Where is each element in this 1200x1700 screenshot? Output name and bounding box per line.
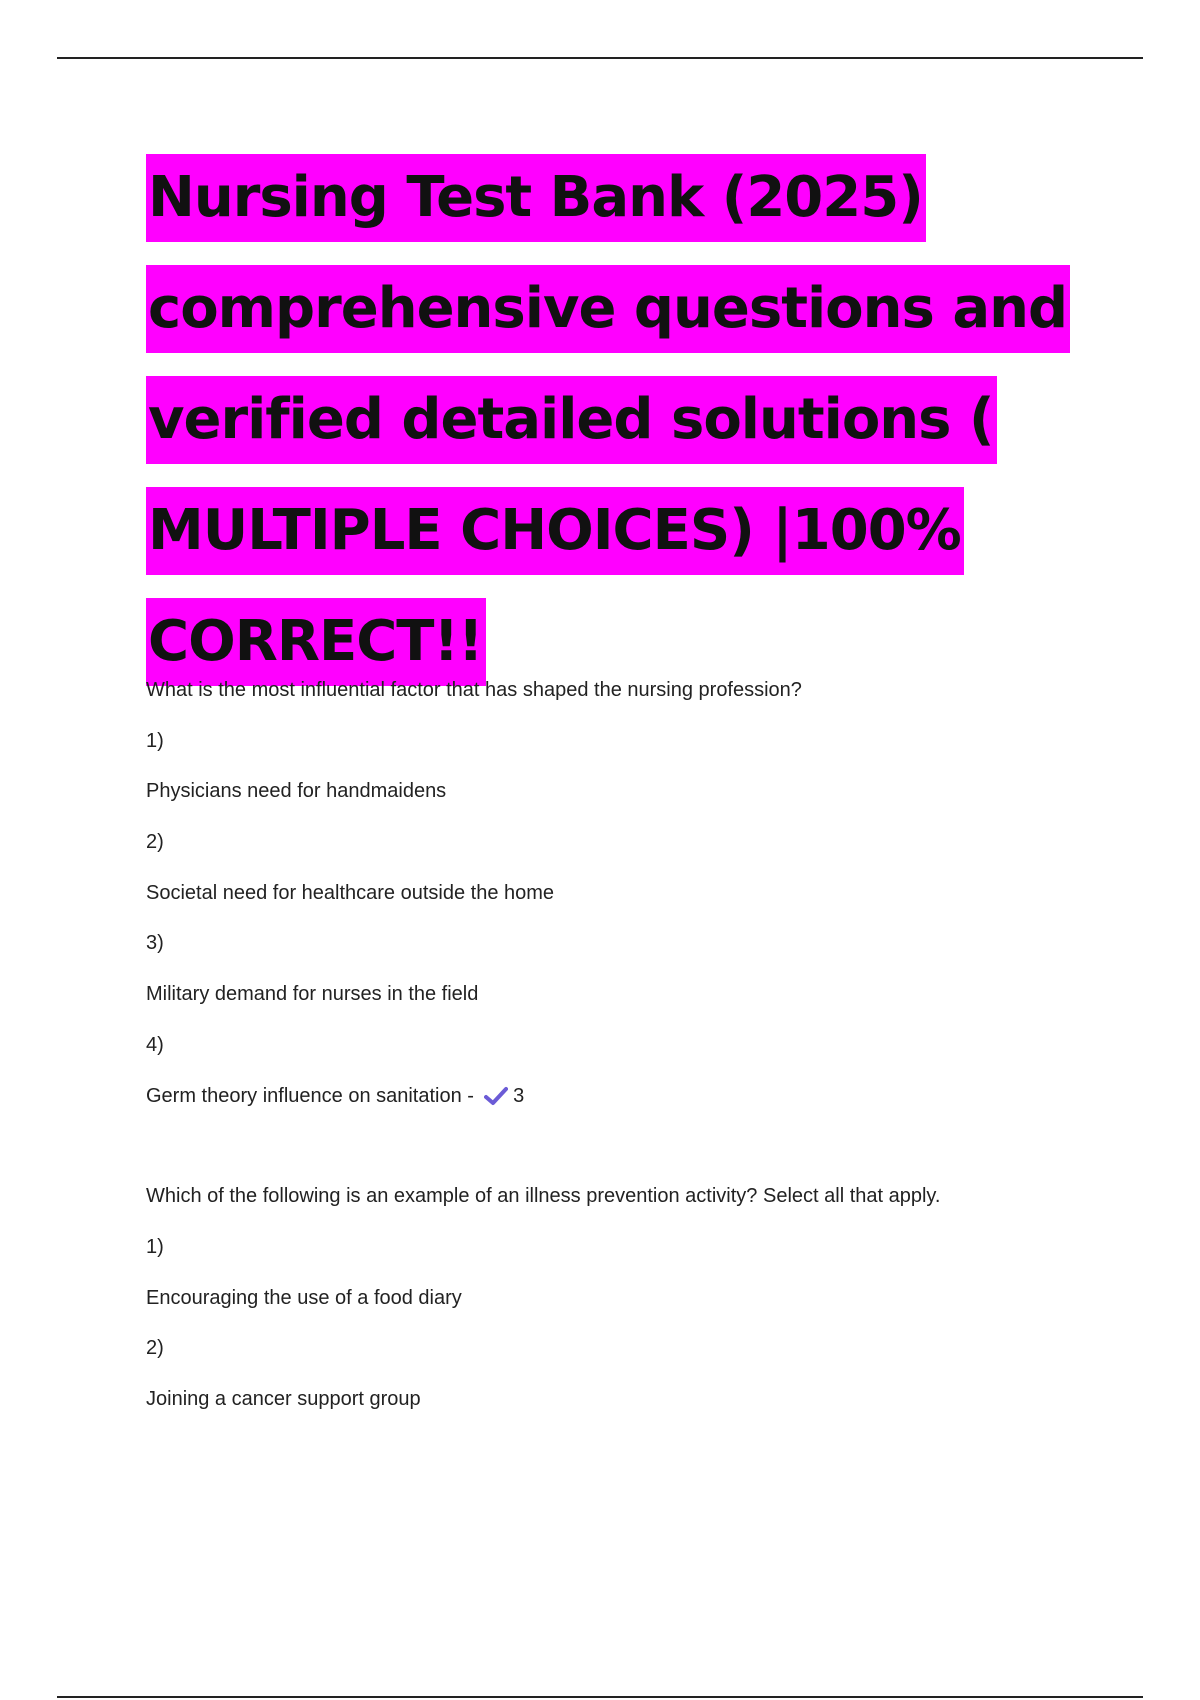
title-line: comprehensive questions and [146,265,1070,353]
option-text: Physicians need for handmaidens [146,780,447,803]
title-line: Nursing Test Bank (2025) [146,154,926,242]
question-prompt: What is the most influential factor that has shaped the nursing profession? [146,679,802,701]
option-text: Encouraging the use of a food diary [146,1286,462,1309]
bottom-rule [57,1696,1143,1698]
title-line: MULTIPLE CHOICES) |100% [146,487,964,575]
question-2 [146,1176,1106,1429]
document-title [146,146,1106,701]
answer-line [146,1076,1106,1127]
checkmark-icon [484,1080,508,1100]
option-number: 2) [146,831,164,854]
option-text: Joining a cancer support group [146,1387,421,1410]
option-number: 4) [146,1033,164,1056]
option-text: Germ theory influence on sanitation - [146,1084,474,1107]
option-number: 1) [146,1235,164,1258]
title-line: verified detailed solutions ( [146,376,997,464]
option-number: 1) [146,729,164,752]
title-line: CORRECT!! [146,598,486,686]
option-text: Societal need for healthcare outside the home [146,881,555,904]
question-separator [146,1126,1106,1176]
option-number: 2) [146,1337,164,1360]
option-number: 3) [146,932,164,955]
answer-value: 3 [513,1084,525,1107]
option-text: Military demand for nurses in the field [146,983,479,1006]
top-rule [57,57,1143,59]
question-list [146,670,1106,1430]
question-1 [146,670,1106,1126]
question-prompt: Which of the following is an example of an illness prevention activity? Select all that apply. [146,1185,941,1208]
